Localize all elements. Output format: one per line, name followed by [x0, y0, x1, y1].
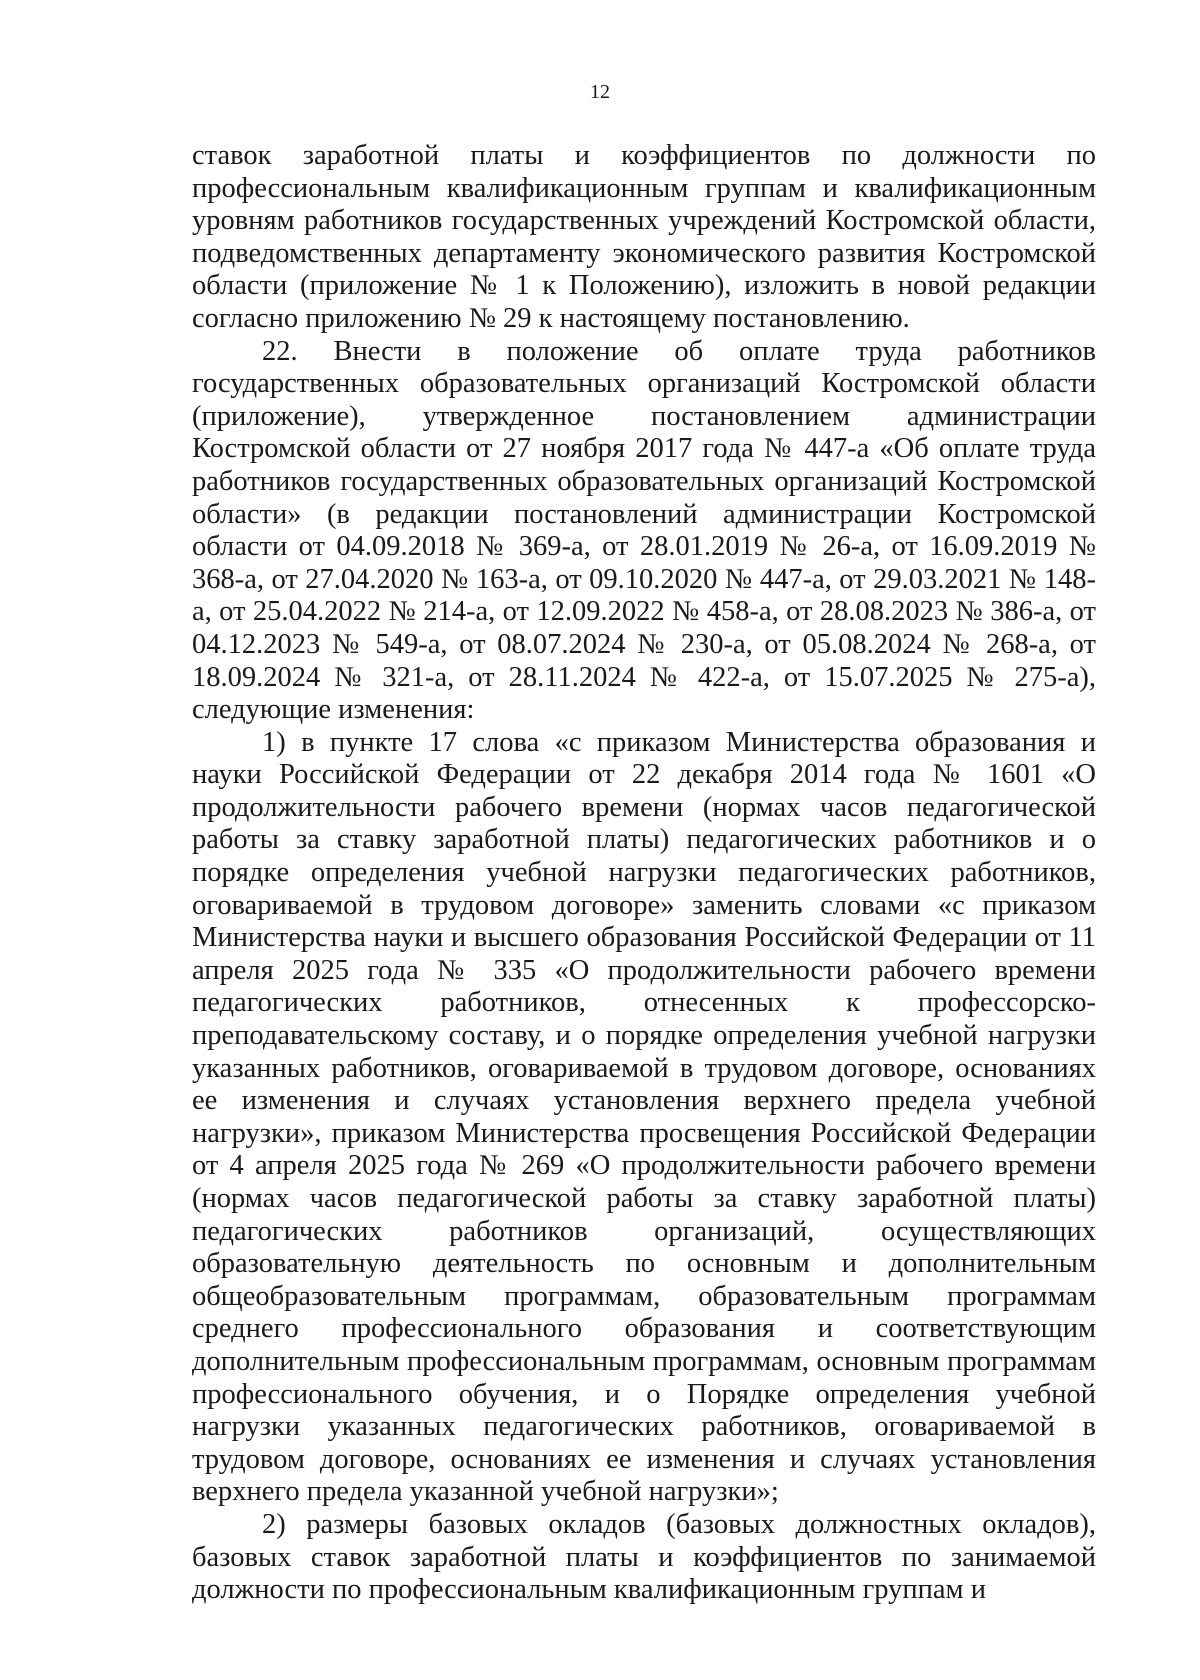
document-body — [192, 140, 1096, 1607]
paragraph-continuation: ставок заработной платы и коэффициентов по должности по профессиональным квалификационным группам и квалификационным уровням работников государственных учреждений Костромской области, подведомственных департаменту экономического развития Костромской области (приложение № 1 к Положению), изложить в новой редакции согласно приложению № 29 к настоящему постановлению. — [192, 140, 1096, 334]
paragraph-subitem-2: 2) размеры базовых окладов (базовых должностных окладов), базовых ставок заработной платы и коэффициентов по занимаемой должности по профессиональным квалификационным группам и — [192, 1508, 1096, 1606]
paragraph-subitem-1: 1) в пункте 17 слова «с приказом Министерства образования и науки Российской Федерации от 22 декабря 2014 года № 1601 «О продолжительности рабочего времени (нормах часов педагогической работы за ставку заработной платы) педагогических работников и о порядке определения учебной нагрузки педагогических работников, оговариваемой в трудовом договоре» заменить словами «с приказом Министерства науки и высшего образования Российской Федерации от 11 апреля 2025 года № 335 «О продолжительности рабочего времени педагогических работников, отнесенных к профессорско-преподавательскому составу, и о порядке определения учебной нагрузки указанных работников, оговариваемой в трудовом договоре, основаниях ее изменения и случаях установления верхнего предела учебной нагрузки», приказом Министерства просвещения Российской Федерации от 4 апреля 2025 года № 269 «О продолжительности рабочего времени (нормах часов педагогической работы за ставку заработной платы) педагогических работников организаций, осуществляющих образовательную деятельность по основным и дополнительным общеобразовательным программам, образовательным программам среднего профессионального образования и соответствующим дополнительным профессиональным программам, основным программам профессионального обучения, и о Порядке определения учебной нагрузки указанных педагогических работников, оговариваемой в трудовом договоре, основаниях ее изменения и случаях установления верхнего предела указанной учебной нагрузки»; — [192, 726, 1096, 1508]
page-number: 12 — [590, 81, 610, 103]
paragraph-item-22: 22. Внести в положение об оплате труда работников государственных образовательных организаций Костромской области (приложение), утвержденное постановлением администрации Костромской области от 27 ноября 2017 года № 447-а «Об оплате труда работников государственных образовательных организаций Костромской области» (в редакции постановлений администрации Костромской области от 04.09.2018 № 369-а, от 28.01.2019 № 26-а, от 16.09.2019 № 368-а, от 27.04.2020 № 163-а, от 09.10.2020 № 447-а, от 29.03.2021 № 148-а, от 25.04.2022 № 214-а, от 12.09.2022 № 458-а, от 28.08.2023 № 386-а, от 04.12.2023 № 549-а, от 08.07.2024 № 230-а, от 05.08.2024 № 268-а, от 18.09.2024 № 321-а, от 28.11.2024 № 422-а, от 15.07.2025 № 275-а), следующие изменения: — [192, 335, 1096, 726]
